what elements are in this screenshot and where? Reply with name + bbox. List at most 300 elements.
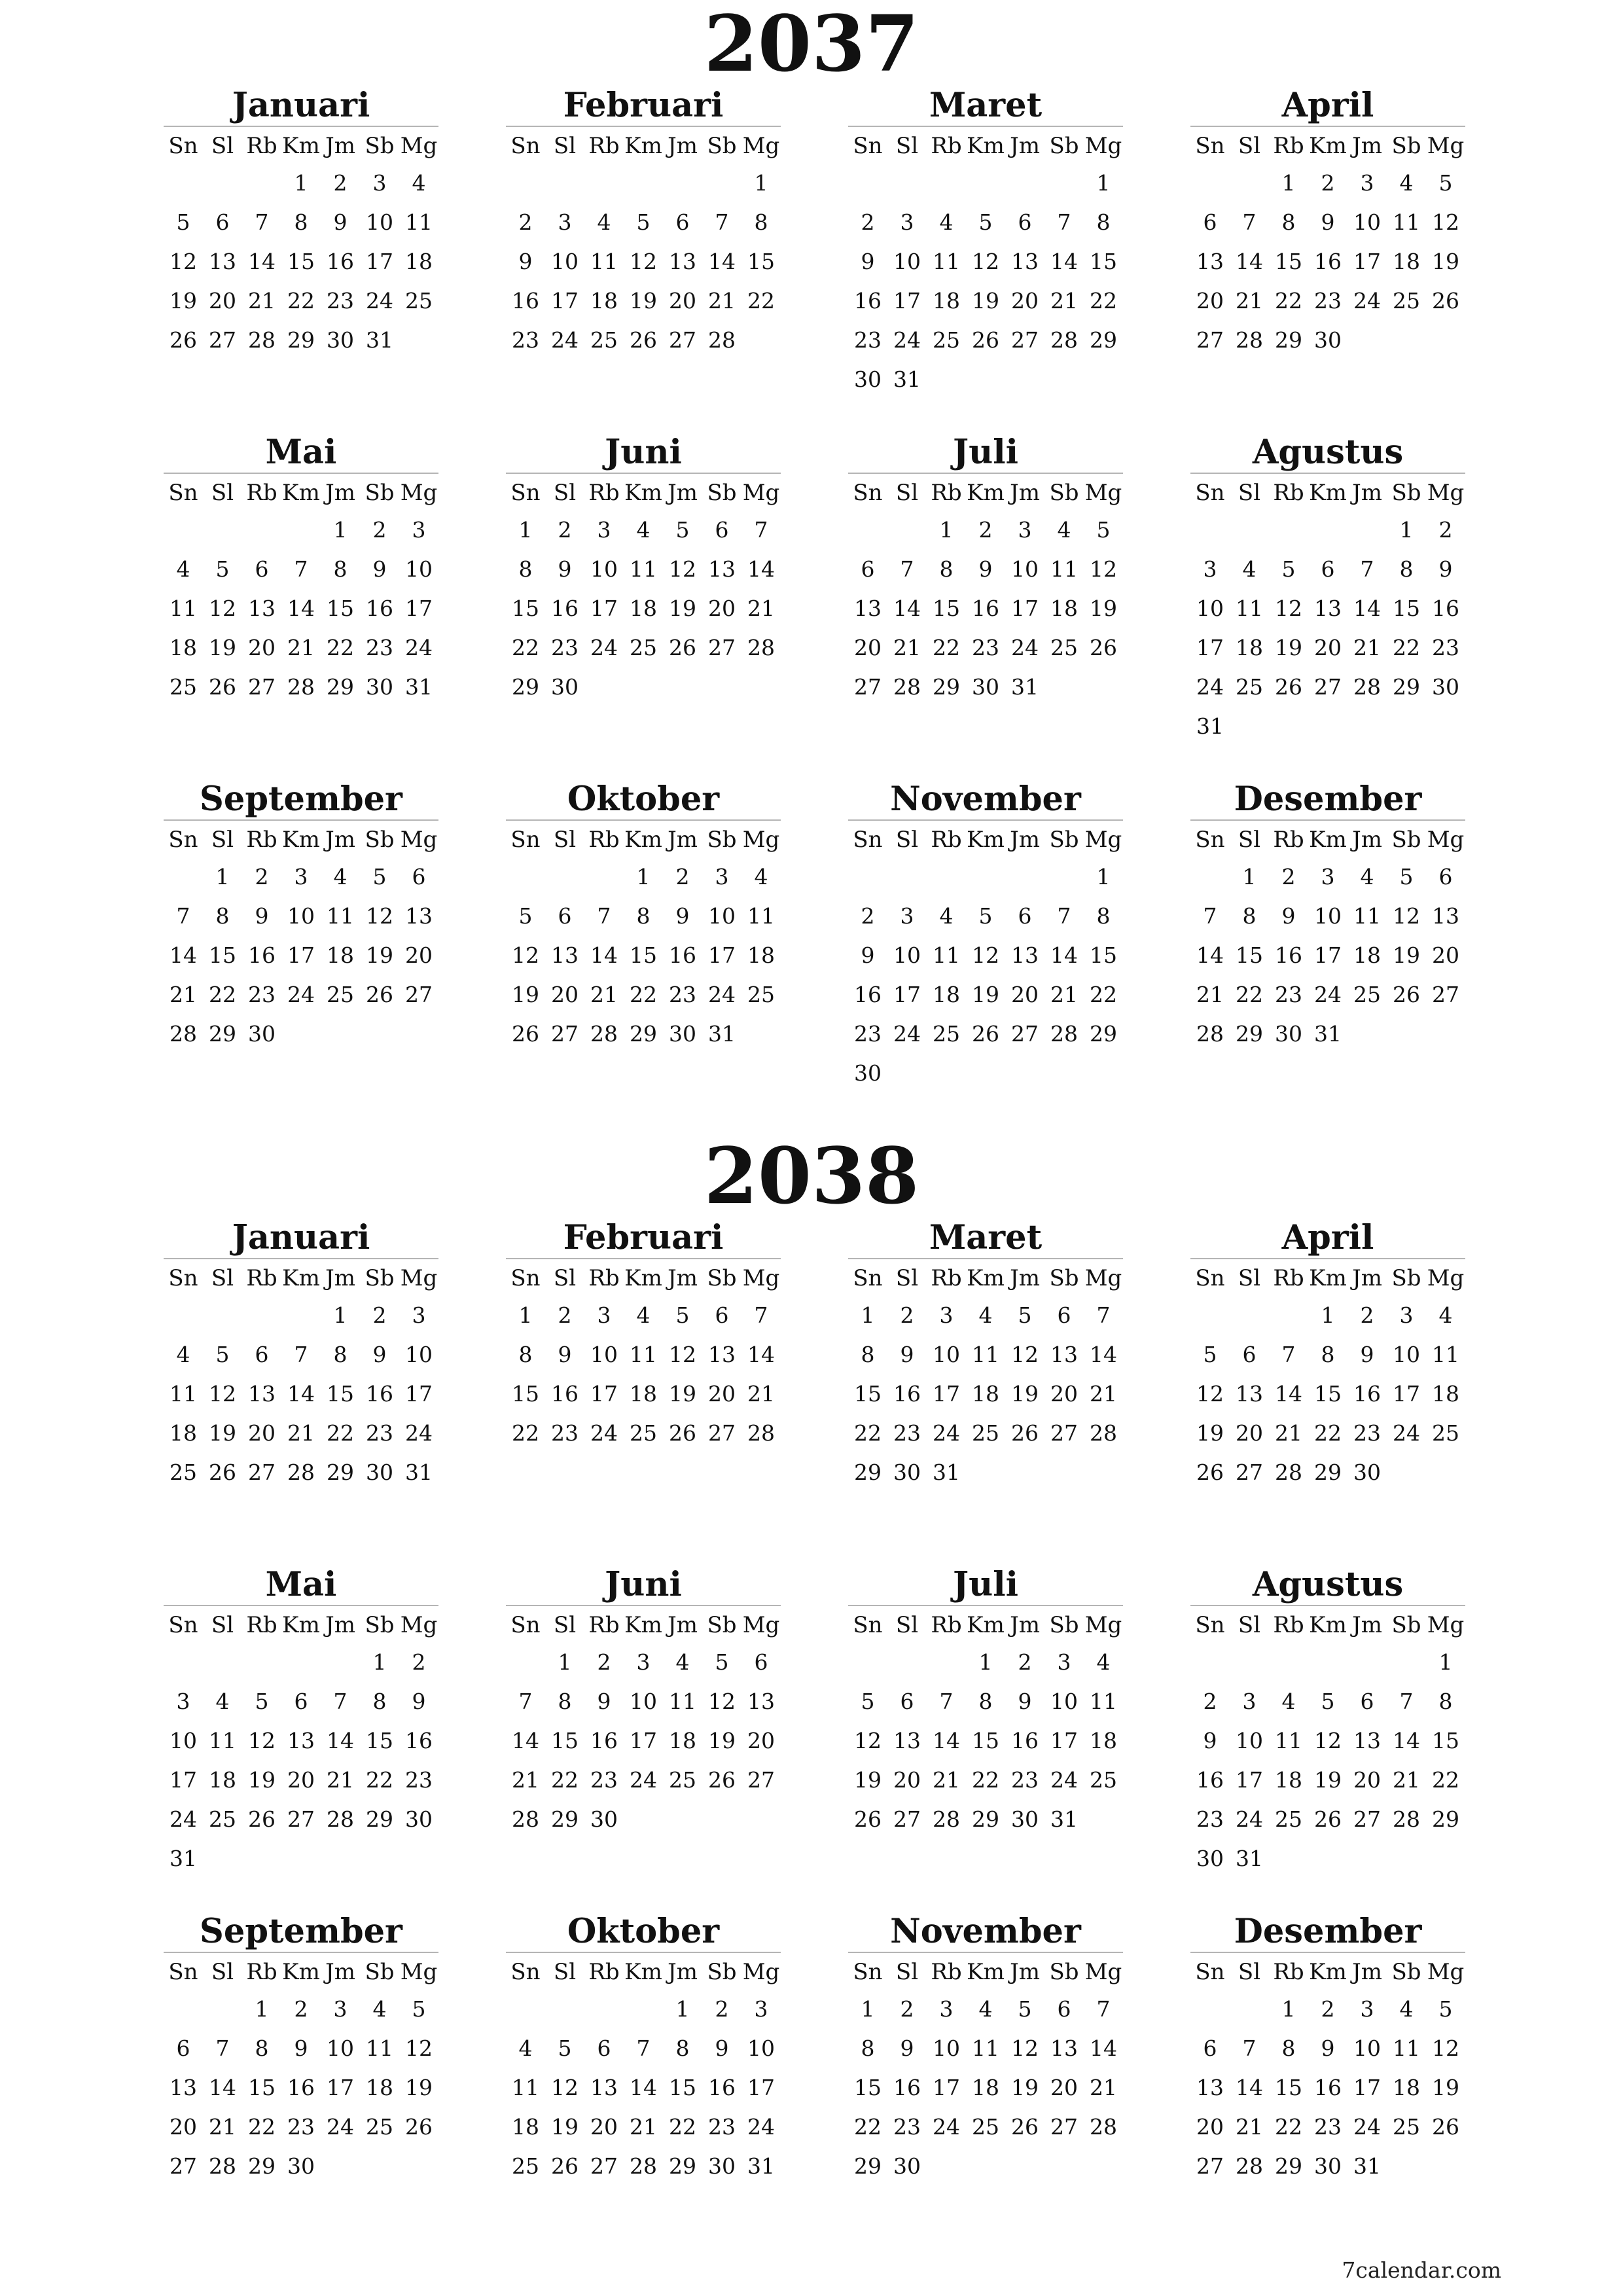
day-cell: 22	[933, 635, 960, 660]
day-cell: 16	[1196, 1767, 1224, 1793]
empty-day-cell	[281, 1296, 321, 1335]
day-cell: 9	[372, 1342, 387, 1367]
day-cell: 10	[708, 903, 736, 929]
day-cell: 16	[551, 1381, 579, 1407]
weekday-label: Sl	[211, 1959, 234, 1985]
day-cell: 10	[1236, 1728, 1263, 1753]
day-cell: 27	[1196, 327, 1224, 353]
week-row	[1190, 936, 1465, 975]
weekday-label: Mg	[400, 480, 438, 506]
day-cell: 26	[972, 1021, 999, 1047]
weekday-label: Sb	[1049, 1265, 1079, 1291]
day-cell: 9	[1360, 1342, 1374, 1367]
day-cell: 21	[327, 1767, 354, 1793]
weekday-label: Rb	[246, 1265, 277, 1291]
week-row	[1190, 550, 1465, 589]
day-cell: 12	[512, 942, 539, 968]
empty-day-cell	[624, 164, 663, 203]
empty-day-cell	[1426, 1453, 1465, 1492]
day-cell: 11	[972, 2036, 999, 2061]
week-row	[164, 203, 438, 242]
weekday-label: Rb	[1273, 480, 1304, 506]
weekday-label: Rb	[1273, 1612, 1304, 1638]
day-cell: 20	[708, 1381, 736, 1407]
day-cell: 21	[1275, 1420, 1302, 1446]
day-cell: 2	[1321, 1996, 1335, 2022]
day-cell: 1	[939, 517, 954, 543]
weekday-label: Mg	[1427, 133, 1465, 159]
weekday-label: Sl	[1238, 1612, 1261, 1638]
day-cell: 13	[248, 1381, 276, 1407]
day-cell: 3	[176, 1689, 190, 1714]
weekday-label: Mg	[1084, 1612, 1122, 1638]
day-cell: 9	[1438, 556, 1453, 582]
day-cell: 27	[893, 1806, 921, 1832]
weekday-label: Jm	[1352, 1959, 1382, 1985]
day-cell: 4	[939, 903, 954, 929]
day-cell: 5	[861, 1689, 875, 1714]
week-row	[164, 589, 438, 628]
week-row	[506, 2029, 781, 2068]
day-cell: 26	[169, 327, 197, 353]
day-cell: 19	[512, 982, 539, 1007]
day-cell: 9	[861, 942, 875, 968]
weekday-label: Km	[282, 480, 320, 506]
month-name: Oktober	[567, 780, 720, 819]
day-cell: 3	[1360, 170, 1374, 196]
day-cell: 28	[287, 1460, 315, 1485]
weekday-label: Sl	[553, 1265, 577, 1291]
empty-day-cell	[1347, 321, 1387, 360]
day-cell: 20	[1011, 982, 1039, 1007]
day-cell: 27	[590, 2153, 618, 2179]
week-row	[506, 1682, 781, 1721]
day-cell: 21	[287, 1420, 315, 1446]
day-cell: 5	[1321, 1689, 1335, 1714]
day-cell: 30	[1011, 1806, 1039, 1832]
month-block	[848, 1911, 1123, 2186]
day-cell: 23	[1314, 288, 1342, 314]
day-cell: 29	[1236, 1021, 1263, 1047]
day-cell: 24	[1050, 1767, 1078, 1793]
day-cell: 18	[933, 982, 960, 1007]
week-row	[506, 550, 781, 589]
day-cell: 17	[405, 596, 433, 621]
empty-day-cell	[506, 1643, 545, 1682]
month-divider	[848, 1605, 1123, 1606]
weekday-label: Sn	[510, 133, 541, 159]
day-cell: 12	[854, 1728, 882, 1753]
day-cell: 20	[248, 1420, 276, 1446]
day-cell: 28	[512, 1806, 539, 1832]
weekday-label: Sb	[1391, 1265, 1421, 1291]
day-cell: 15	[630, 942, 657, 968]
empty-day-cell	[164, 511, 203, 550]
empty-day-cell	[1269, 707, 1308, 746]
weekday-label: Jm	[668, 1612, 698, 1638]
empty-day-cell	[584, 1990, 624, 2029]
empty-day-cell	[1347, 707, 1387, 746]
day-cell: 29	[854, 1460, 882, 1485]
day-cell: 3	[636, 1649, 651, 1675]
weekday-label: Mg	[742, 480, 780, 506]
empty-day-cell	[321, 1839, 360, 1878]
day-cell: 22	[366, 1767, 393, 1793]
week-row	[848, 164, 1123, 203]
week-row	[506, 1721, 781, 1761]
day-cell: 22	[1090, 982, 1117, 1007]
weekday-label: Km	[282, 1265, 320, 1291]
day-cell: 16	[405, 1728, 433, 1753]
empty-day-cell	[702, 164, 741, 203]
empty-day-cell	[1044, 1453, 1084, 1492]
month-name: Desember	[1234, 1912, 1422, 1951]
weekday-header	[506, 1607, 781, 1643]
day-cell: 1	[1438, 1649, 1453, 1675]
day-cell: 24	[405, 1420, 433, 1446]
day-cell: 19	[854, 1767, 882, 1793]
day-cell: 6	[1018, 903, 1032, 929]
day-cell: 18	[1050, 596, 1078, 621]
day-cell: 8	[294, 209, 308, 235]
day-cell: 27	[287, 1806, 315, 1832]
day-cell: 20	[169, 2114, 197, 2140]
day-cell: 18	[1393, 249, 1420, 274]
empty-day-cell	[164, 1643, 203, 1682]
day-cell: 14	[1050, 942, 1078, 968]
month-name: Maret	[929, 1218, 1043, 1257]
day-cell: 2	[1321, 170, 1335, 196]
day-cell: 1	[333, 517, 348, 543]
day-cell: 10	[1353, 2036, 1381, 2061]
day-cell: 6	[1203, 209, 1217, 235]
month-divider	[506, 819, 781, 821]
week-row	[848, 1800, 1123, 1839]
month-block	[506, 432, 781, 707]
empty-day-cell	[848, 511, 887, 550]
day-cell: 20	[893, 1767, 921, 1793]
day-cell: 9	[1203, 1728, 1217, 1753]
weekday-label: Km	[624, 1265, 662, 1291]
empty-day-cell	[1426, 1014, 1465, 1054]
weekday-label: Sn	[853, 1612, 883, 1638]
day-cell: 24	[893, 1021, 921, 1047]
week-row	[848, 897, 1123, 936]
day-cell: 24	[405, 635, 433, 660]
week-row	[848, 975, 1123, 1014]
day-cell: 13	[669, 249, 696, 274]
empty-day-cell	[164, 1296, 203, 1335]
day-cell: 6	[675, 209, 690, 235]
day-cell: 3	[1203, 556, 1217, 582]
day-cell: 17	[933, 2075, 960, 2100]
weekday-label: Rb	[931, 1612, 962, 1638]
weekday-label: Sn	[853, 1265, 883, 1291]
weekday-label: Sl	[895, 1959, 919, 1985]
day-cell: 19	[1090, 596, 1117, 621]
day-cell: 19	[248, 1767, 276, 1793]
empty-day-cell	[1387, 1643, 1426, 1682]
weekday-label: Jm	[325, 133, 355, 159]
weekday-label: Sb	[707, 133, 737, 159]
weekday-label: Mg	[1084, 827, 1122, 853]
weekday-label: Rb	[246, 1612, 277, 1638]
day-cell: 3	[333, 1996, 348, 2022]
weekday-label: Jm	[668, 1959, 698, 1985]
week-row	[164, 897, 438, 936]
week-row	[1190, 281, 1465, 321]
day-cell: 18	[327, 942, 354, 968]
day-cell: 2	[558, 1302, 572, 1328]
day-cell: 24	[893, 327, 921, 353]
day-cell: 20	[1050, 1381, 1078, 1407]
empty-day-cell	[1308, 707, 1347, 746]
day-cell: 30	[287, 2153, 315, 2179]
month-name: Juli	[953, 433, 1018, 472]
empty-day-cell	[203, 1990, 242, 2029]
day-cell: 5	[1018, 1996, 1032, 2022]
weekday-label: Sn	[510, 1265, 541, 1291]
weekday-label: Mg	[400, 1612, 438, 1638]
day-cell: 7	[294, 556, 308, 582]
empty-day-cell	[321, 1014, 360, 1054]
day-cell: 13	[708, 1342, 736, 1367]
day-cell: 21	[708, 288, 736, 314]
weekday-label: Km	[1309, 480, 1347, 506]
day-cell: 31	[747, 2153, 775, 2179]
empty-day-cell	[887, 511, 927, 550]
day-cell: 6	[412, 864, 426, 889]
day-cell: 31	[1353, 2153, 1381, 2179]
weekday-label: Jm	[1352, 1612, 1382, 1638]
day-cell: 7	[900, 556, 914, 582]
weekday-label: Mg	[742, 133, 780, 159]
week-row	[164, 668, 438, 707]
month-divider	[1190, 1952, 1465, 1953]
day-cell: 18	[933, 288, 960, 314]
day-cell: 16	[590, 1728, 618, 1753]
day-cell: 25	[1393, 2114, 1420, 2140]
empty-day-cell	[1230, 164, 1269, 203]
week-row	[164, 857, 438, 897]
week-row	[164, 1800, 438, 1839]
week-row	[1190, 511, 1465, 550]
weekday-label: Rb	[588, 480, 620, 506]
day-cell: 12	[972, 249, 999, 274]
day-cell: 6	[715, 517, 729, 543]
day-cell: 8	[558, 1689, 572, 1714]
day-cell: 19	[1275, 635, 1302, 660]
day-cell: 30	[669, 1021, 696, 1047]
weekday-label: Jm	[1352, 133, 1382, 159]
day-cell: 19	[669, 1381, 696, 1407]
day-cell: 9	[715, 2036, 729, 2061]
week-row	[506, 1335, 781, 1374]
day-cell: 20	[854, 635, 882, 660]
day-cell: 4	[1281, 1689, 1296, 1714]
day-cell: 22	[854, 2114, 882, 2140]
weekday-label: Sn	[1195, 1959, 1225, 1985]
empty-day-cell	[1190, 1296, 1230, 1335]
day-cell: 26	[1011, 2114, 1039, 2140]
day-cell: 30	[327, 327, 354, 353]
day-cell: 11	[512, 2075, 539, 2100]
empty-day-cell	[399, 321, 438, 360]
day-cell: 9	[900, 1342, 914, 1367]
empty-day-cell	[506, 164, 545, 203]
weekday-label: Sn	[510, 1959, 541, 1985]
week-row	[506, 1014, 781, 1054]
empty-day-cell	[966, 360, 1005, 399]
day-cell: 12	[1011, 2036, 1039, 2061]
weekday-label: Rb	[588, 1265, 620, 1291]
empty-day-cell	[321, 2147, 360, 2186]
weekday-label: Sn	[1195, 1612, 1225, 1638]
day-cell: 26	[669, 635, 696, 660]
day-cell: 20	[1432, 942, 1459, 968]
day-cell: 1	[255, 1996, 269, 2022]
day-cell: 25	[1275, 1806, 1302, 1832]
day-cell: 19	[169, 288, 197, 314]
day-cell: 26	[209, 674, 236, 700]
day-cell: 3	[1057, 1649, 1071, 1675]
weekday-header	[848, 1607, 1123, 1643]
day-cell: 28	[708, 327, 736, 353]
month-block	[848, 1564, 1123, 1839]
day-cell: 20	[1196, 2114, 1224, 2140]
day-cell: 18	[590, 288, 618, 314]
day-cell: 7	[333, 1689, 348, 1714]
weekday-label: Sl	[553, 827, 577, 853]
day-cell: 2	[978, 517, 993, 543]
day-cell: 19	[1011, 2075, 1039, 2100]
week-row	[506, 668, 781, 707]
empty-day-cell	[1347, 511, 1387, 550]
day-cell: 17	[708, 942, 736, 968]
week-row	[848, 1761, 1123, 1800]
day-cell: 25	[972, 2114, 999, 2140]
weekday-label: Jm	[325, 827, 355, 853]
day-cell: 15	[854, 2075, 882, 2100]
day-cell: 6	[861, 556, 875, 582]
month-block	[848, 432, 1123, 707]
day-cell: 14	[1236, 2075, 1263, 2100]
day-cell: 4	[412, 170, 426, 196]
empty-day-cell	[203, 1296, 242, 1335]
month-name: Juli	[953, 1565, 1018, 1604]
weekday-label: Sn	[510, 1612, 541, 1638]
day-cell: 18	[1393, 2075, 1420, 2100]
day-cell: 4	[333, 864, 348, 889]
empty-day-cell	[1044, 857, 1084, 897]
month-divider	[164, 1952, 438, 1953]
empty-day-cell	[966, 1453, 1005, 1492]
day-cell: 7	[176, 903, 190, 929]
day-cell: 27	[1353, 1806, 1381, 1832]
day-cell: 21	[747, 596, 775, 621]
day-cell: 25	[512, 2153, 539, 2179]
day-cell: 28	[1090, 2114, 1117, 2140]
day-cell: 28	[893, 674, 921, 700]
weekday-label: Sn	[853, 1959, 883, 1985]
day-cell: 24	[1353, 2114, 1381, 2140]
weekday-label: Mg	[1427, 480, 1465, 506]
empty-day-cell	[1084, 1800, 1123, 1839]
day-cell: 3	[1018, 517, 1032, 543]
day-cell: 9	[255, 903, 269, 929]
day-cell: 28	[248, 327, 276, 353]
month-name: Juni	[605, 1565, 682, 1604]
day-cell: 23	[854, 1021, 882, 1047]
day-cell: 22	[1432, 1767, 1459, 1793]
day-cell: 4	[518, 2036, 533, 2061]
day-cell: 23	[1432, 635, 1459, 660]
day-cell: 25	[630, 1420, 657, 1446]
day-cell: 8	[518, 1342, 533, 1367]
empty-day-cell	[1044, 360, 1084, 399]
day-cell: 15	[669, 2075, 696, 2100]
day-cell: 11	[1432, 1342, 1459, 1367]
week-row	[1190, 2068, 1465, 2108]
day-cell: 26	[1432, 288, 1459, 314]
day-cell: 3	[597, 1302, 611, 1328]
day-cell: 16	[1432, 596, 1459, 621]
day-cell: 13	[1314, 596, 1342, 621]
week-row	[164, 2068, 438, 2108]
day-cell: 29	[1314, 1460, 1342, 1485]
empty-day-cell	[399, 2147, 438, 2186]
weekday-header	[848, 475, 1123, 511]
day-cell: 28	[1196, 1021, 1224, 1047]
day-cell: 15	[1236, 942, 1263, 968]
empty-day-cell	[1347, 1839, 1387, 1878]
empty-day-cell	[1426, 707, 1465, 746]
day-cell: 23	[893, 1420, 921, 1446]
empty-day-cell	[848, 164, 887, 203]
weekday-label: Sl	[553, 133, 577, 159]
weekday-label: Km	[624, 827, 662, 853]
day-cell: 16	[854, 288, 882, 314]
day-cell: 27	[248, 674, 276, 700]
week-row	[506, 2108, 781, 2147]
day-cell: 23	[287, 2114, 315, 2140]
day-cell: 14	[1090, 1342, 1117, 1367]
day-cell: 24	[1196, 674, 1224, 700]
footer-site-credit: 7calendar.com	[1342, 2257, 1501, 2283]
day-cell: 14	[1275, 1381, 1302, 1407]
month-block	[164, 1564, 438, 1878]
weekday-header	[164, 128, 438, 164]
day-cell: 1	[1281, 1996, 1296, 2022]
day-cell: 8	[333, 556, 348, 582]
weekday-label: Rb	[931, 480, 962, 506]
day-cell: 4	[597, 209, 611, 235]
day-cell: 6	[1360, 1689, 1374, 1714]
week-row	[506, 1761, 781, 1800]
month-name: Maret	[929, 86, 1043, 125]
day-cell: 14	[209, 2075, 236, 2100]
day-cell: 1	[675, 1996, 690, 2022]
day-cell: 5	[518, 903, 533, 929]
week-row	[1190, 1721, 1465, 1761]
day-cell: 30	[551, 674, 579, 700]
weekday-label: Sn	[168, 1265, 198, 1291]
day-cell: 13	[169, 2075, 197, 2100]
week-row	[1190, 589, 1465, 628]
day-cell: 17	[1236, 1767, 1263, 1793]
weekday-label: Mg	[1427, 827, 1465, 853]
day-cell: 21	[1196, 982, 1224, 1007]
